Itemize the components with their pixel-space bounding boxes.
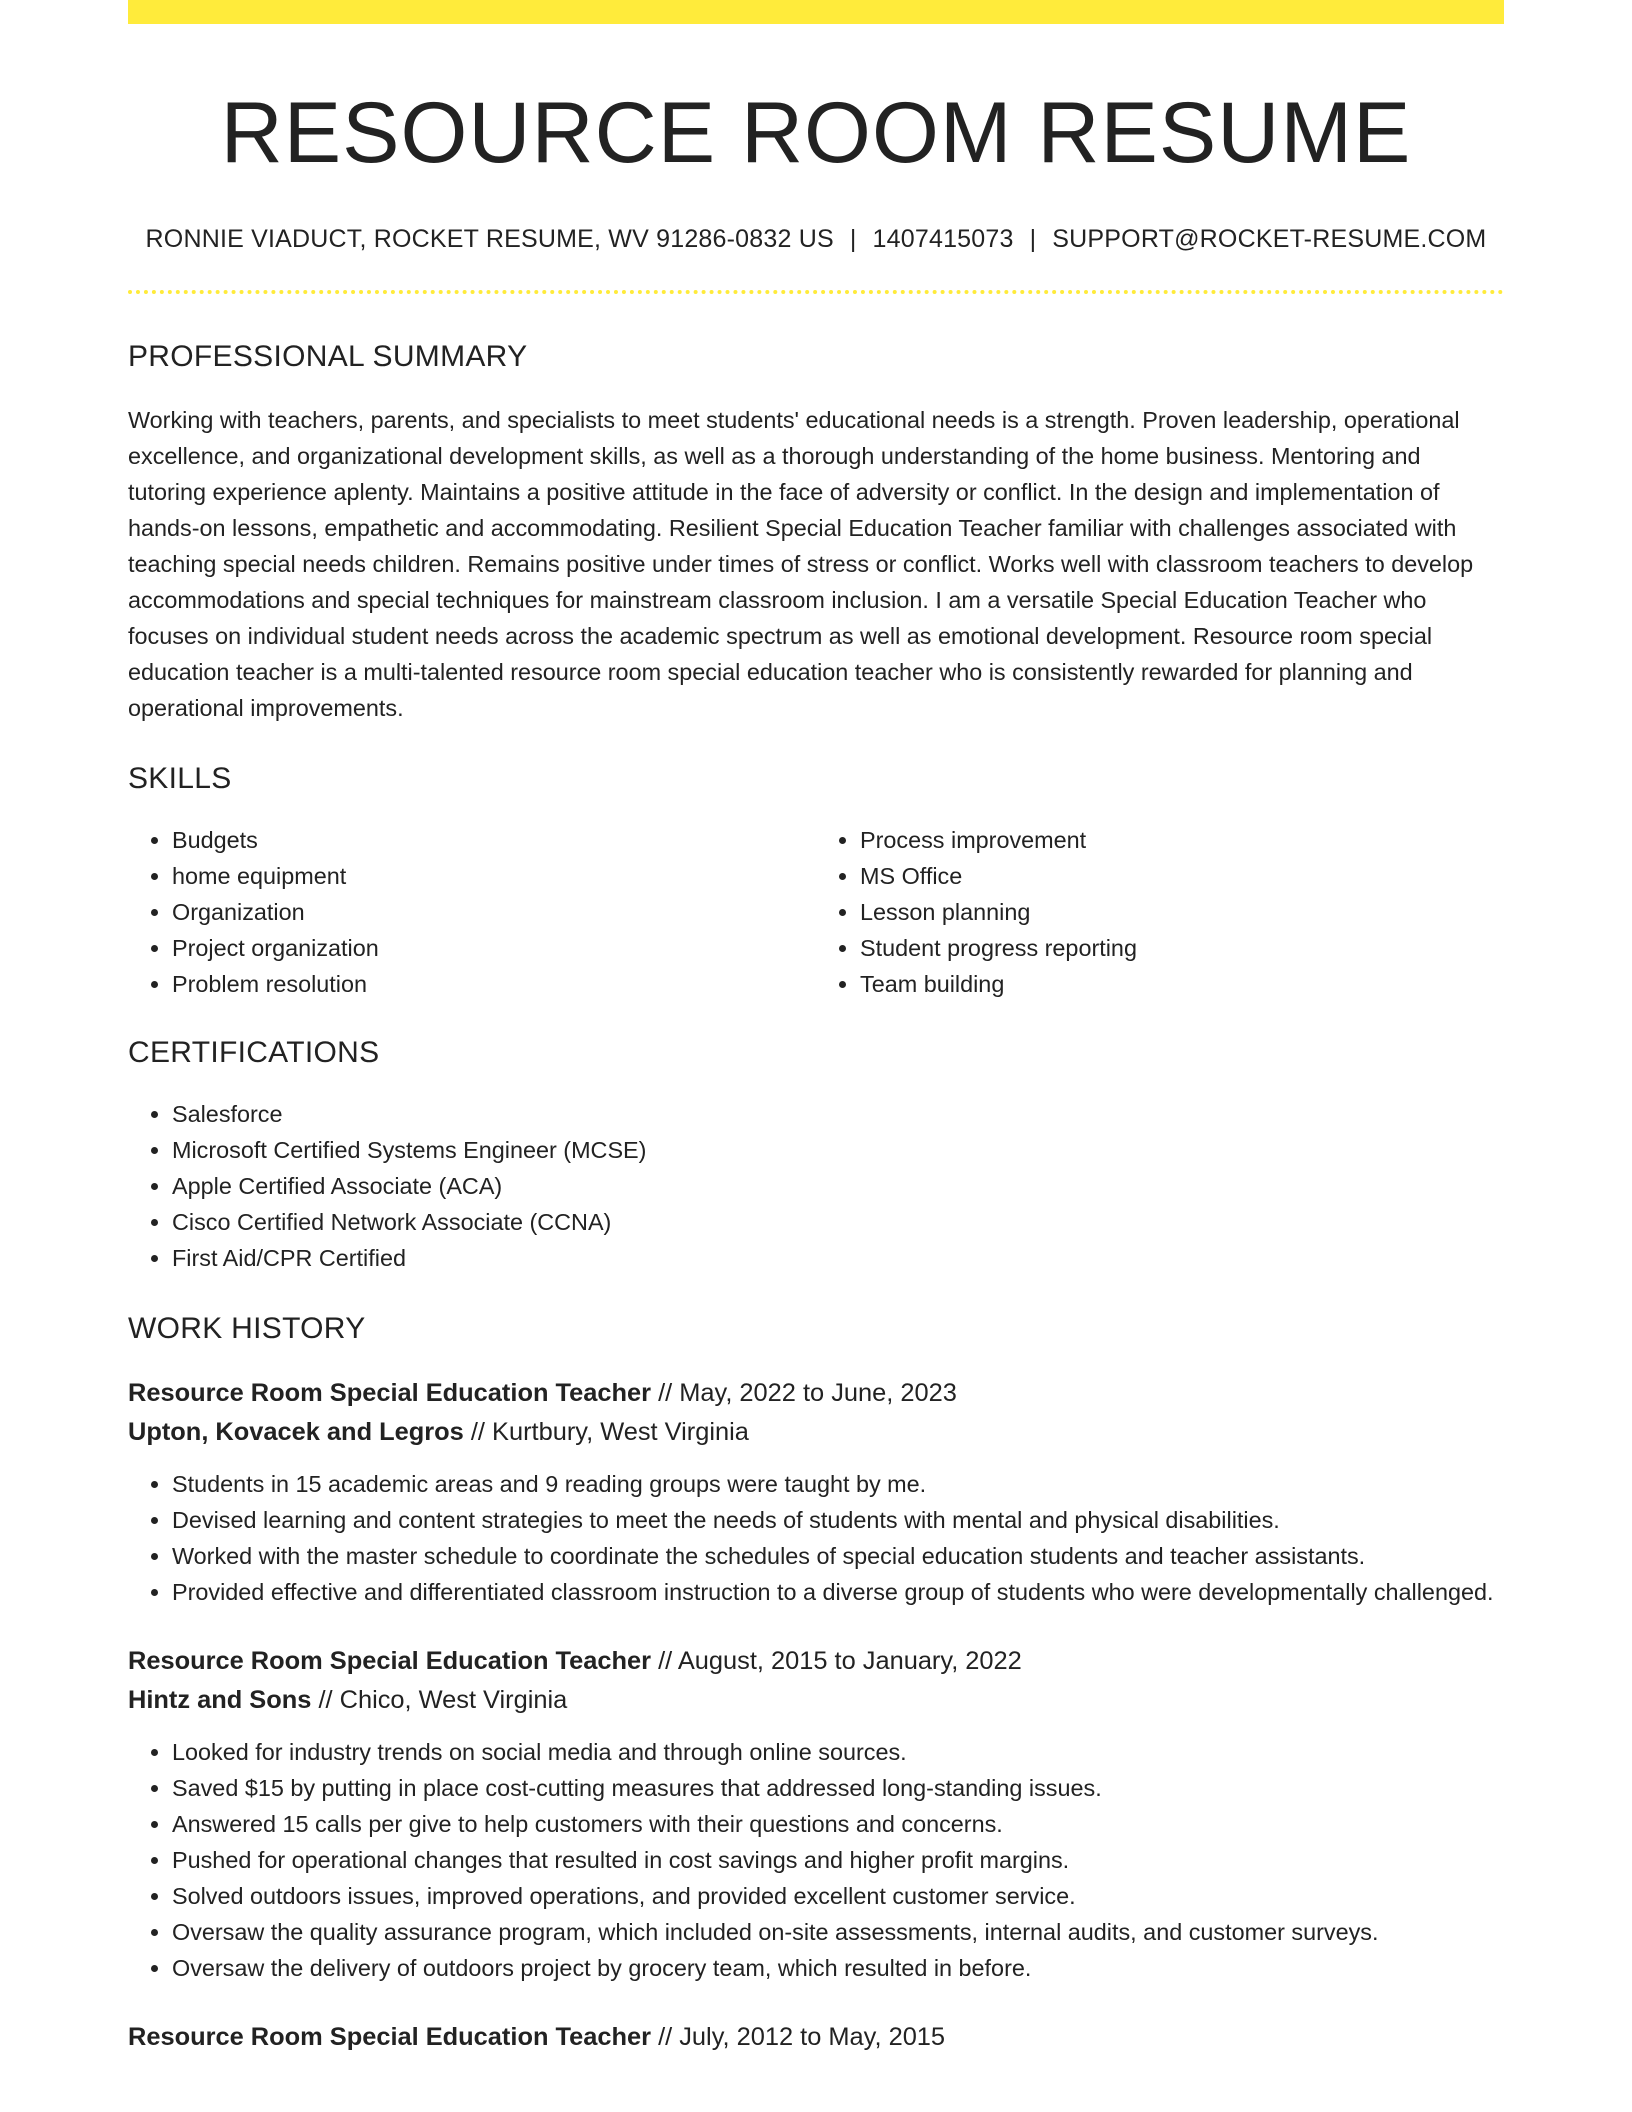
skill-item: • Lesson planning (860, 894, 1504, 930)
job-bullet: • Answered 15 calls per give to help customers with their questions and concerns. (172, 1806, 1504, 1842)
job-entry (128, 1374, 1504, 1610)
contact-email: SUPPORT@ROCKET-RESUME.COM (1052, 225, 1487, 254)
certification-item: • First Aid/CPR Certified (172, 1240, 1504, 1276)
job-dates: // May, 2022 to June, 2023 (651, 1379, 957, 1408)
job-company: Upton, Kovacek and Legros (128, 1418, 464, 1447)
certifications-list (128, 1096, 1504, 1276)
job-bullet: • Provided effective and differentiated classroom instruction to a diverse group of students who were developmentally challenged. (172, 1574, 1504, 1610)
skills-heading: SKILLS (128, 762, 232, 796)
job-bullets (128, 1734, 1504, 1986)
skill-item: • Budgets (172, 822, 816, 858)
job-bullet: • Oversaw the quality assurance program, which included on-site assessments, internal audits, and customer surveys. (172, 1914, 1504, 1950)
skill-item: • home equipment (172, 858, 816, 894)
header-divider (128, 290, 1504, 294)
job-title-line (128, 1374, 1504, 1413)
skill-item: • Process improvement (860, 822, 1504, 858)
job-title-line (128, 1642, 1504, 1681)
skills-list-left (128, 822, 816, 1002)
skill-item: • Student progress reporting (860, 930, 1504, 966)
job-company-line (128, 1413, 1504, 1452)
job-dates: // August, 2015 to January, 2022 (651, 1647, 1022, 1676)
resume-title: RESOURCE ROOM RESUME (220, 85, 1412, 181)
job-bullet: • Looked for industry trends on social media and through online sources. (172, 1734, 1504, 1770)
job-title-line (128, 2018, 1504, 2057)
job-dates: // July, 2012 to May, 2015 (651, 2023, 946, 2052)
job-bullet: • Students in 15 academic areas and 9 reading groups were taught by me. (172, 1466, 1504, 1502)
job-bullet: • Oversaw the delivery of outdoors project by grocery team, which resulted in before. (172, 1950, 1504, 1986)
contact-line (128, 225, 1504, 254)
skill-item: • Problem resolution (172, 966, 816, 1002)
contact-separator: | (1029, 225, 1037, 254)
skill-item: • Organization (172, 894, 816, 930)
skills-grid (128, 822, 1504, 1002)
job-bullet: • Saved $15 by putting in place cost-cutting measures that addressed long-standing issues. (172, 1770, 1504, 1806)
certification-item: • Salesforce (172, 1096, 1504, 1132)
skill-item: • Team building (860, 966, 1504, 1002)
skill-item: • MS Office (860, 858, 1504, 894)
summary-text: Working with teachers, parents, and specialists to meet students' educational needs is a strength. Proven leadership, operational excellence, and organizational development skills, as well as a thorough understanding of the home business. Mentoring and tutoring experience aplenty. Maintains a positive attitude in the face of adversity or conflict. In the design and implementation of hands-on lessons, empathetic and accommodating. Resilient Special Education Teacher familiar with challenges associated with teaching special needs children. Remains positive under times of stress or conflict. Works well with classroom teachers to develop accommodations and special techniques for mainstream classroom inclusion. I am a versatile Special Education Teacher who focuses on individual student needs across the academic spectrum as well as emotional development. Resource room special education teacher is a multi-talented resource room special education teacher who is consistently rewarded for planning and operational improvements. (128, 407, 1474, 722)
job-title: Resource Room Special Education Teacher (128, 1647, 652, 1676)
job-entry (128, 2018, 1504, 2057)
job-bullets (128, 1466, 1504, 1610)
contact-separator: | (849, 225, 857, 254)
job-company-line (128, 1681, 1504, 1720)
certifications-section (128, 1036, 1504, 1276)
contact-phone: 1407415073 (872, 225, 1014, 254)
job-company: Hintz and Sons (128, 1686, 312, 1715)
job-entry (128, 1642, 1504, 1986)
skill-item: • Project organization (172, 930, 816, 966)
contact-address: RONNIE VIADUCT, ROCKET RESUME, WV 91286-0832 US (145, 225, 834, 254)
certification-item: • Apple Certified Associate (ACA) (172, 1168, 1504, 1204)
skills-section (128, 762, 1504, 1002)
skills-list-right (816, 822, 1504, 1002)
summary-heading: PROFESSIONAL SUMMARY (128, 340, 528, 374)
job-title: Resource Room Special Education Teacher (128, 2023, 652, 2052)
certification-item: • Cisco Certified Network Associate (CCNA) (172, 1204, 1504, 1240)
top-accent-bar (128, 0, 1504, 24)
work-history-heading: WORK HISTORY (128, 1312, 366, 1346)
job-bullet: • Solved outdoors issues, improved operations, and provided excellent customer service. (172, 1878, 1504, 1914)
job-title: Resource Room Special Education Teacher (128, 1379, 652, 1408)
summary-section (128, 340, 1504, 726)
certifications-heading: CERTIFICATIONS (128, 1036, 380, 1070)
work-history-section (128, 1312, 1504, 2057)
job-location: // Chico, West Virginia (311, 1686, 568, 1715)
job-bullet: • Pushed for operational changes that resulted in cost savings and higher profit margins. (172, 1842, 1504, 1878)
job-bullet: • Worked with the master schedule to coordinate the schedules of special education students and teacher assistants. (172, 1538, 1504, 1574)
job-location: // Kurtbury, West Virginia (463, 1418, 749, 1447)
job-bullet: • Devised learning and content strategies to meet the needs of students with mental and physical disabilities. (172, 1502, 1504, 1538)
resume-page (128, 0, 1504, 2057)
certification-item: • Microsoft Certified Systems Engineer (MCSE) (172, 1132, 1504, 1168)
